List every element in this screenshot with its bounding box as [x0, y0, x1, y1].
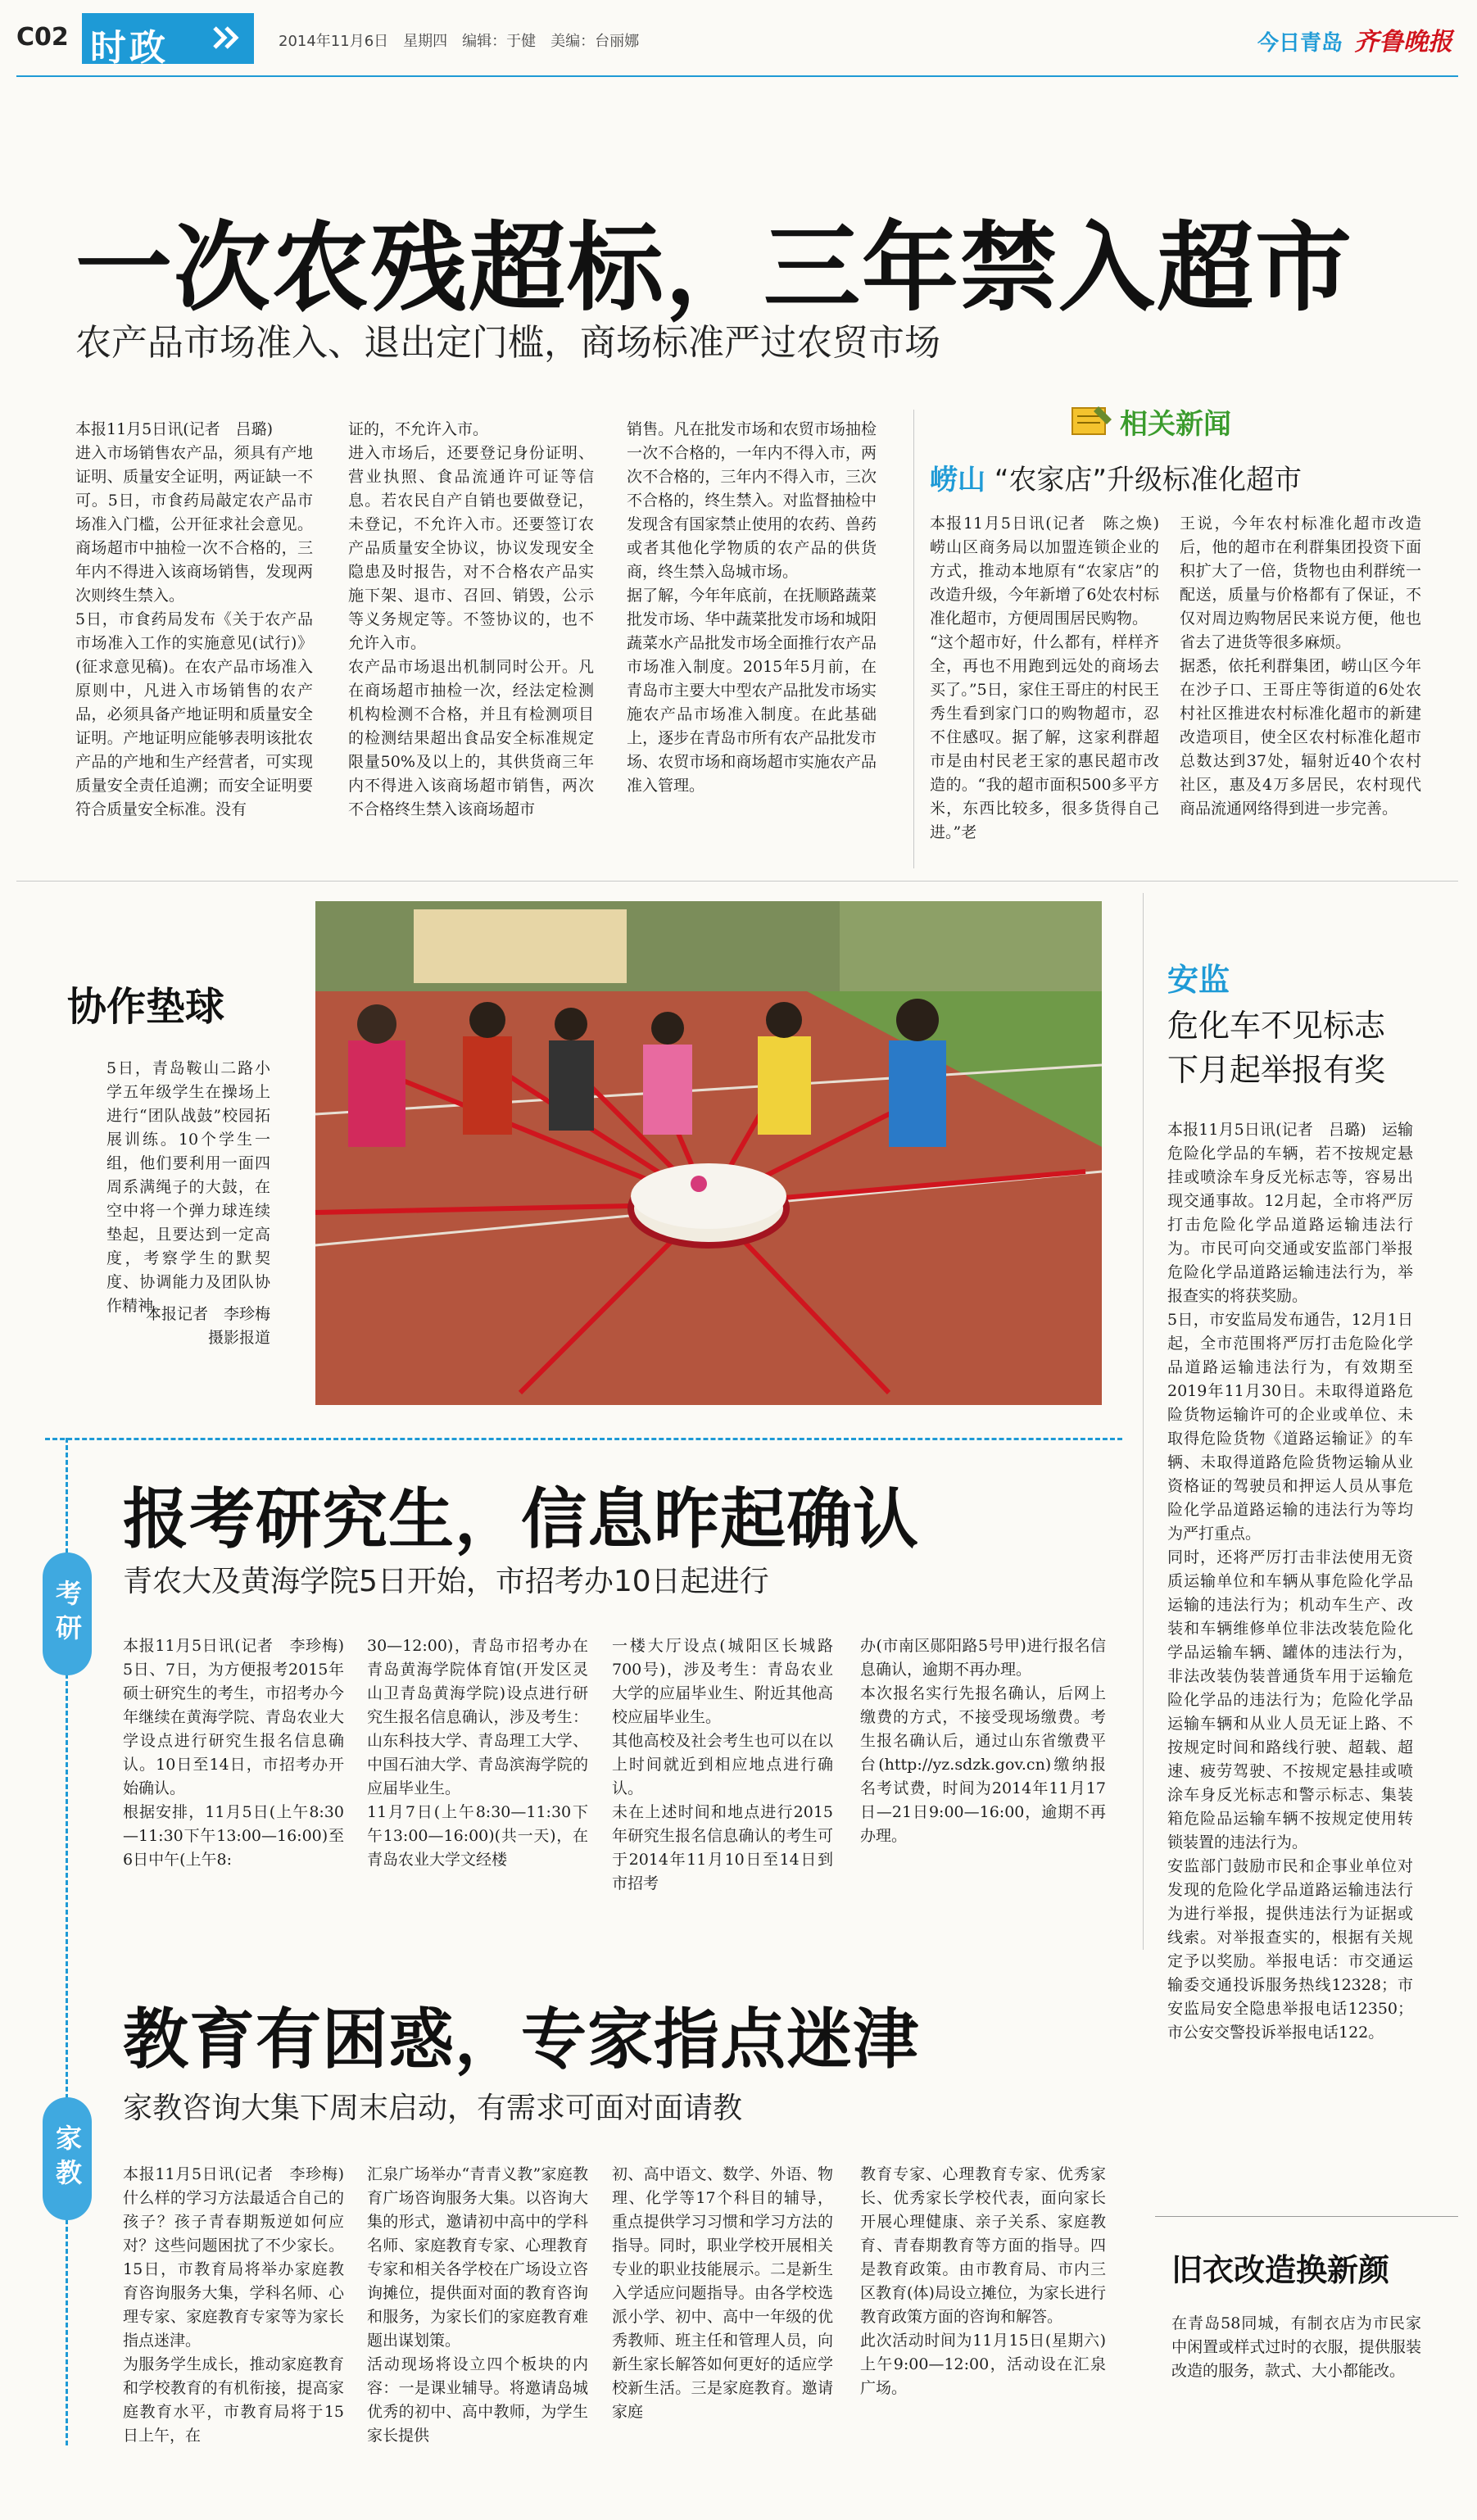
lead-column-1: 本报11月5日讯(记者 吕璐) 进入市场销售农产品，须具有产地证明、质量安全证明，两证缺一不可。5日，市食药局敲定农产品市场准入门槛，公开征求社会意见。商场超市中抽检一次不合格的，三年内不得进入该商场销售，发现两次则终生禁入。 5日，市食药局发布《关于农产品市场准入工作的实施意见(试行)》(征求意见稿)。在农产品市场准入原则中，凡进入市场销售的农产品，必须具备产地证明和质量安全证明。产地证明应能够表明该批农产品的产地和生产经营者，可实现质量安全责任追溯；而安全证明要符合质量安全标准。没有 [75, 420, 313, 818]
safety-place: 安监 [1167, 962, 1230, 998]
section-rule [16, 881, 1458, 882]
exam-headline: 报考研究生，信息昨起确认 [123, 1481, 919, 1557]
related-column-2: 王说，今年农村标准化超市改造后，他的超市在利群集团投资下面积扩大了一倍，货物也由利群统一配送，质量与价格都有了保证，不仅对周边购物居民来说方便，他也省去了进货等很多麻烦。 据悉，依托利群集团，崂山区今年在沙子口、王哥庄等街道的6处农村社区推进农村标准化超市的新建改造项目，使全区农村标准化超市总数达到37处，辐射近40个农村社区，惠及4万多居民，农村现代商品流通网络得到进一步完善。 [1180, 514, 1421, 818]
related-column-1: 本报11月5日讯(记者 陈之焕) 崂山区商务局以加盟连锁企业的方式，推动本地原有“农家店”的改造升级，今年新增了6处农村标准化超市，方便周围居民购物。 “这个超市好，什么都有，样样齐全，再也不用跑到远处的商场去买了。”5日，家住王哥庄的村民王秀生看到家门口的购物超市，忍不住感叹。据了解，这家利群超市是由村民老王家的惠民超市改造的。“我的超市面积500多平方米，东西比较多，很多货得自己进。”老 [930, 514, 1159, 841]
notepad-icon [1069, 403, 1115, 437]
page-number: C02 [16, 23, 69, 52]
photo-caption: 5日，青岛鞍山二路小学五年级学生在操场上进行“团队战鼓”校园拓展训练。10个学生一组，他们要利用一面四周系满绳子的大鼓，在空中将一个弹力球连续垫起，且要达到一定高度，考察学生的默契度、协调能力及团队协作精神。 [106, 1059, 270, 1315]
photo-headline: 协作垫球 [67, 984, 225, 1030]
exam-column-2: 30—12:00)，青岛市招考办在青岛黄海学院体育馆(开发区灵山卫青岛黄海学院)设点进行研究生报名信息确认，涉及考生：山东科技大学、青岛理工大学、中国石油大学、青岛滨海学院的应届毕业生。 11月7日(上午8:30—11:30下午13:00—16:00)(共一天)，在青岛农业大学文经楼 [367, 1637, 588, 1869]
edu-headline: 教育有困惑，专家指点迷津 [123, 2001, 919, 2078]
related-title: “农家店”升级标准化超市 [994, 464, 1303, 496]
edu-column-3: 初、高中语文、数学、外语、物理、化学等17个科目的辅导，重点提供学习习惯和学习方法的指导。同时，职业学校开展相关专业的职业技能展示。二是新生入学适应问题指导。由各学校选派小学、初中、高中一年级的优秀教师、班主任和管理人员，向新生家长解答如何更好的适应学校新生活。三是家庭教育。邀请家庭 [612, 2165, 833, 2421]
column-rule [1143, 893, 1144, 1950]
paper-logo: 齐鲁晚报 [1354, 28, 1452, 57]
photo-credit: 本报记者 李珍梅 摄影报道 [145, 1305, 270, 1347]
column-rule [913, 410, 914, 868]
exam-side-tab: 考研 [43, 1552, 92, 1675]
brand-block [1257, 21, 1452, 57]
edu-column-2: 汇泉广场举办“青青义教”家庭教育广场咨询服务大集。以咨询大集的形式，邀请初中高中的学科名师、家庭教育专家、心理教育专家和相关各学校在广场设立咨询摊位，提供面对面的教育咨询和服务，为家长们的家庭教育难题出谋划策。 活动现场将设立四个板块的内容：一是课业辅导。将邀请岛城优秀的初中、高中教师，为学生家长提供 [367, 2165, 588, 2445]
section-banner [82, 13, 254, 69]
lead-headline: 一次农残超标，三年禁入超市 [75, 211, 1354, 324]
exam-column-4: 办(市南区郧阳路5号甲)进行报名信息确认，逾期不再办理。 本次报名实行先报名确认，后网上缴费的方式，不接受现场缴费。考生报名确认后，通过山东省缴费平台(http://yz.sdzk.gov.cn)缴纳报名考试费，时间为2014年11月17日—21日9:00—16:00，逾期不再办理。 [860, 1637, 1106, 1845]
page-header [0, 0, 1477, 75]
brief-rule [1155, 2216, 1458, 2217]
lead-column-3: 销售。凡在批发市场和农贸市场抽检一次不合格的，一年内不得入市，两次不合格的，三年内不得入市，三次不合格的，终生禁入。对监督抽检中发现含有国家禁止使用的农药、兽药或者其他化学物质的农产品的供货商，终生禁入岛城市场。 据了解，今年年底前，在抚顺路蔬菜批发市场、华中蔬菜批发市场和城阳蔬菜水产品批发市场全面推行农产品市场准入制度。2015年5月前，在青岛市主要大中型农产品批发市场实施农产品市场准入制度。在此基础上，逐步在青岛市所有农产品批发市场、农贸市场和商场超市实施农产品准入管理。 [627, 420, 877, 795]
edu-side-tab: 家教 [43, 2097, 92, 2220]
issue-meta: 2014年11月6日 星期四 编辑：于健 美编：台丽娜 [279, 33, 640, 50]
safety-body: 本报11月5日讯(记者 吕璐) 运输危险化学品的车辆，若不按规定悬挂或喷涂车身反光标志等，容易出现交通事故。12月起，全市将严厉打击危险化学品道路运输违法行为。市民可向交通或安监部门举报危险化学品道路运输违法行为，举报查实的将获奖励。 5日，市安监局发布通告，12月1日起，全市范围将严厉打击危险化学品道路运输违法行为，有效期至2019年11月30日。未取得道路危险货物运输许可的企业或单位、未取得危险货物《道路运输证》的车辆、未取得道路危险货物运输从业资格证的驾驶员和押运人员从事危险化学品道路运输的违法行为等均为严打重点。 同时，还将严厉打击非法使用无资质运输单位和车辆从事危险化学品运输的违法行为；机动车生产、改装和车辆维修单位非法改装危险化学品运输车辆、罐体的违法行为，非法改装伪装普通货车用于运输危险化学品的违法行为；危险化学品运输车辆和从业人员无证上路、不按规定时间和路线行驶、超载、超速、疲劳驾驶、不按规定悬挂或喷涂车身反光标志和警示标志、集装箱危险品运输车辆不按规定使用转锁装置的违法行为。 安监部门鼓励市民和企事业单位对发现的危险化学品道路运输违法行为进行举报，提供违法行为证据或线索。对举报查实的，根据有关规定予以奖励。举报电话：市交通运输委交通投诉服务热线12328；市安监局安全隐患举报电话12350；市公安交警投诉举报电话122。 [1167, 1121, 1413, 2042]
safety-headline: 危化车不见标志 下月起举报有奖 [1167, 1008, 1386, 1088]
photo-students-drum [315, 901, 1102, 1405]
related-headline [930, 457, 1302, 497]
lead-subheadline: 农产品市场准入、退出定门槛，商场标准严过农贸市场 [75, 322, 940, 364]
brief-headline: 旧衣改造换新颜 [1171, 2252, 1390, 2288]
section-name: 时政 [90, 27, 169, 69]
related-news-label: 相关新闻 [1120, 408, 1231, 441]
edu-column-1: 本报11月5日讯(记者 李珍梅) 什么样的学习方法最适合自己的孩子？孩子青春期叛逆如何应对？这些问题困扰了不少家长。15日，市教育局将举办家庭教育咨询服务大集，学科名师、心理专家、家庭教育专家等为家长指点迷津。 为服务学生成长，推动家庭教育和学校教育的有机衔接，提高家庭教育水平，市教育局将于15日上午，在 [123, 2165, 344, 2445]
brand-name: 今日青岛 [1257, 31, 1343, 56]
dashed-rule [45, 1438, 1122, 1440]
brief-body: 在青岛58同城，有制衣店为市民家中闲置或样式过时的衣服，提供服装改造的服务，款式、大小都能改。 [1171, 2314, 1421, 2380]
edu-subheadline: 家教咨询大集下周末启动，有需求可面对面请教 [123, 2092, 743, 2125]
double-chevron-icon [210, 21, 242, 54]
exam-column-3: 一楼大厅设点(城阳区长城路700号)，涉及考生：青岛农业大学的应届毕业生、附近其他高校应届毕业生。 其他高校及社会考生也可以在以上时间就近到相应地点进行确认。 未在上述时间和地点进行2015年研究生报名信息确认的考生可于2014年11月10日至14日到市招考 [612, 1637, 833, 1892]
edu-column-4: 教育专家、心理教育专家、优秀家长、优秀家长学校代表，面向家长开展心理健康、亲子关系、家庭教育、青春期教育等方面的指导。四是教育政策。由市教育局、市内三区教育(体)局设立摊位，为家长进行教育政策方面的咨询和解答。 此次活动时间为11月15日(星期六)上午9:00—12:00，活动设在汇泉广场。 [860, 2165, 1106, 2397]
related-place: 崂山 [930, 464, 985, 496]
exam-column-1: 本报11月5日讯(记者 李珍梅) 5日、7日，为方便报考2015年硕士研究生的考生，市招考办今年继续在黄海学院、青岛农业大学设点进行研究生报名信息确认。10日至14日，市招考办开始确认。 根据安排，11月5日(上午8:30—11:30下午13:00—16:00)至6日中午(上午8: [123, 1637, 344, 1869]
header-rule [16, 75, 1458, 77]
related-news-tag [1069, 401, 1298, 441]
exam-subheadline: 青农大及黄海学院5日开始，市招考办10日起进行 [123, 1565, 769, 1598]
lead-column-2: 证的，不允许入市。 进入市场后，还要登记身份证明、营业执照、食品流通许可证等信息。若农民自产自销也要做登记，未登记，不允许入市。还要签订农产品质量安全协议，协议发现安全隐患及时报告，对不合格农产品实施下架、退市、召回、销毁，公示等义务规定等。不签协议的，也不允许入市。 农产品市场退出机制同时公开。凡在商场超市抽检一次，经法定检测机构检测不合格，并且有检测项目的检测结果超出食品安全标准规定限量50%及以上的，其供货商三年内不得进入该商场超市销售，两次不合格终生禁入该商场超市 [348, 420, 594, 818]
